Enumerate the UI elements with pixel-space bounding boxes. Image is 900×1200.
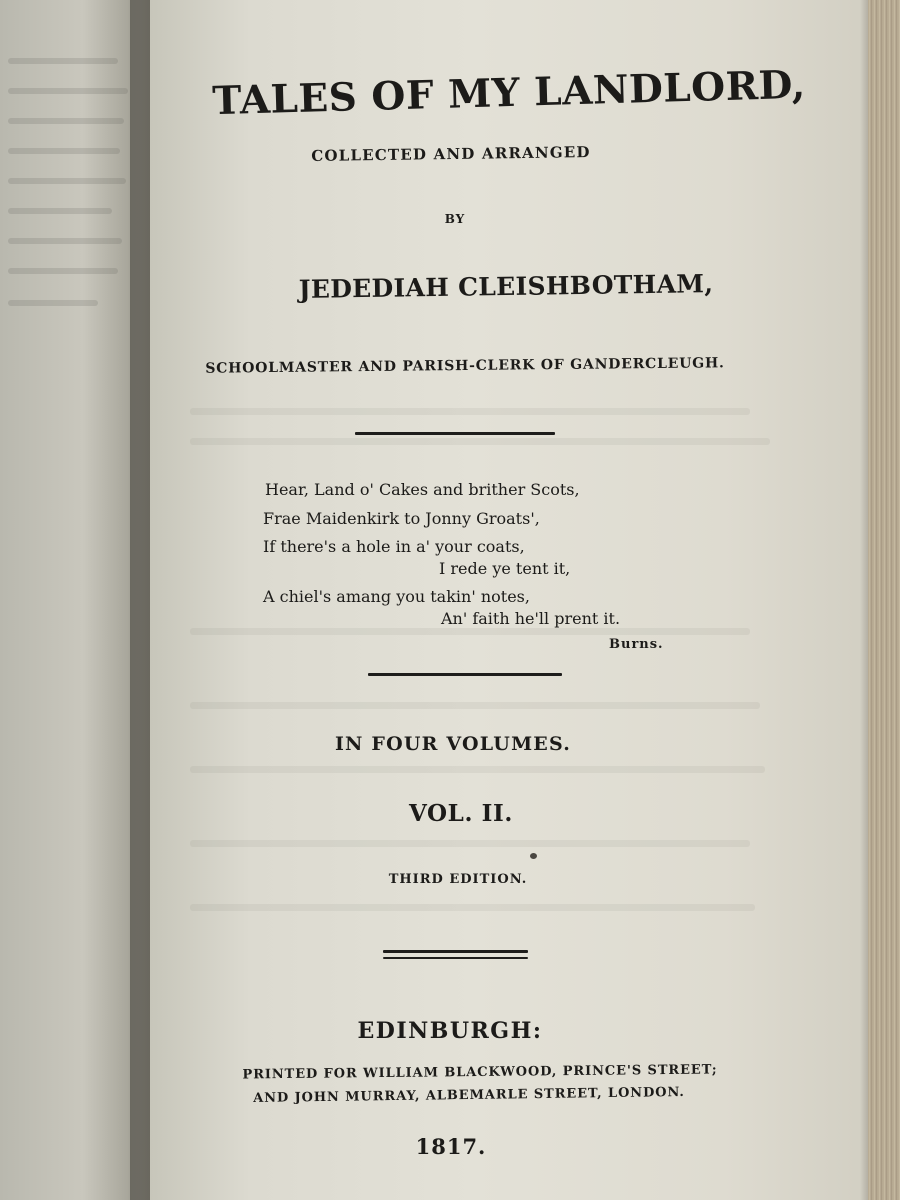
- by-line: BY: [444, 212, 466, 226]
- author-name: JEDEDIAH CLEISHBOTHAM,: [298, 269, 714, 304]
- facing-page-text-fragment: [8, 58, 118, 64]
- epigraph-line: Frae Maidenkirk to Jonny Groats',: [263, 509, 540, 528]
- facing-page-text-fragment: [8, 178, 126, 184]
- edition: THIRD EDITION.: [388, 872, 528, 887]
- volume-count: IN FOUR VOLUMES.: [334, 733, 572, 755]
- author-role: SCHOOLMASTER AND PARISH-CLERK OF GANDERCLEUGH.: [205, 355, 725, 377]
- epigraph-line: I rede ye tent it,: [439, 559, 571, 578]
- double-rule-bottom: [383, 957, 528, 959]
- title-page: [150, 0, 868, 1200]
- imprint-city: EDINBURGH:: [357, 1018, 543, 1044]
- epigraph-line: If there's a hole in a' your coats,: [263, 537, 525, 556]
- facing-page-text-fragment: [8, 118, 124, 124]
- imprint-year: 1817.: [415, 1134, 487, 1159]
- ink-speck: [530, 853, 537, 859]
- epigraph-line: An' faith he'll prent it.: [441, 609, 621, 628]
- page-block-edge: [868, 0, 900, 1200]
- imprint-printer-line-2: AND JOHN MURRAY, ALBEMARLE STREET, LONDON.: [253, 1084, 685, 1107]
- epigraph-line: Hear, Land o' Cakes and brither Scots,: [265, 480, 580, 499]
- facing-page-text-fragment: [8, 88, 128, 94]
- book-title: TALES OF MY LANDLORD,: [211, 61, 807, 125]
- divider-rule: [368, 673, 562, 676]
- facing-page-text-fragment: [8, 268, 118, 274]
- subtitle: COLLECTED AND ARRANGED: [311, 143, 591, 165]
- double-rule-top: [383, 950, 528, 953]
- facing-page-text-fragment: [8, 300, 98, 306]
- volume-number: VOL. II.: [409, 800, 513, 827]
- epigraph-line: A chiel's amang you takin' notes,: [263, 587, 530, 606]
- epigraph-attribution: Burns.: [609, 637, 664, 652]
- facing-page-text-fragment: [8, 238, 122, 244]
- imprint-printer-line-1: PRINTED FOR WILLIAM BLACKWOOD, PRINCE'S STREET;: [242, 1062, 718, 1083]
